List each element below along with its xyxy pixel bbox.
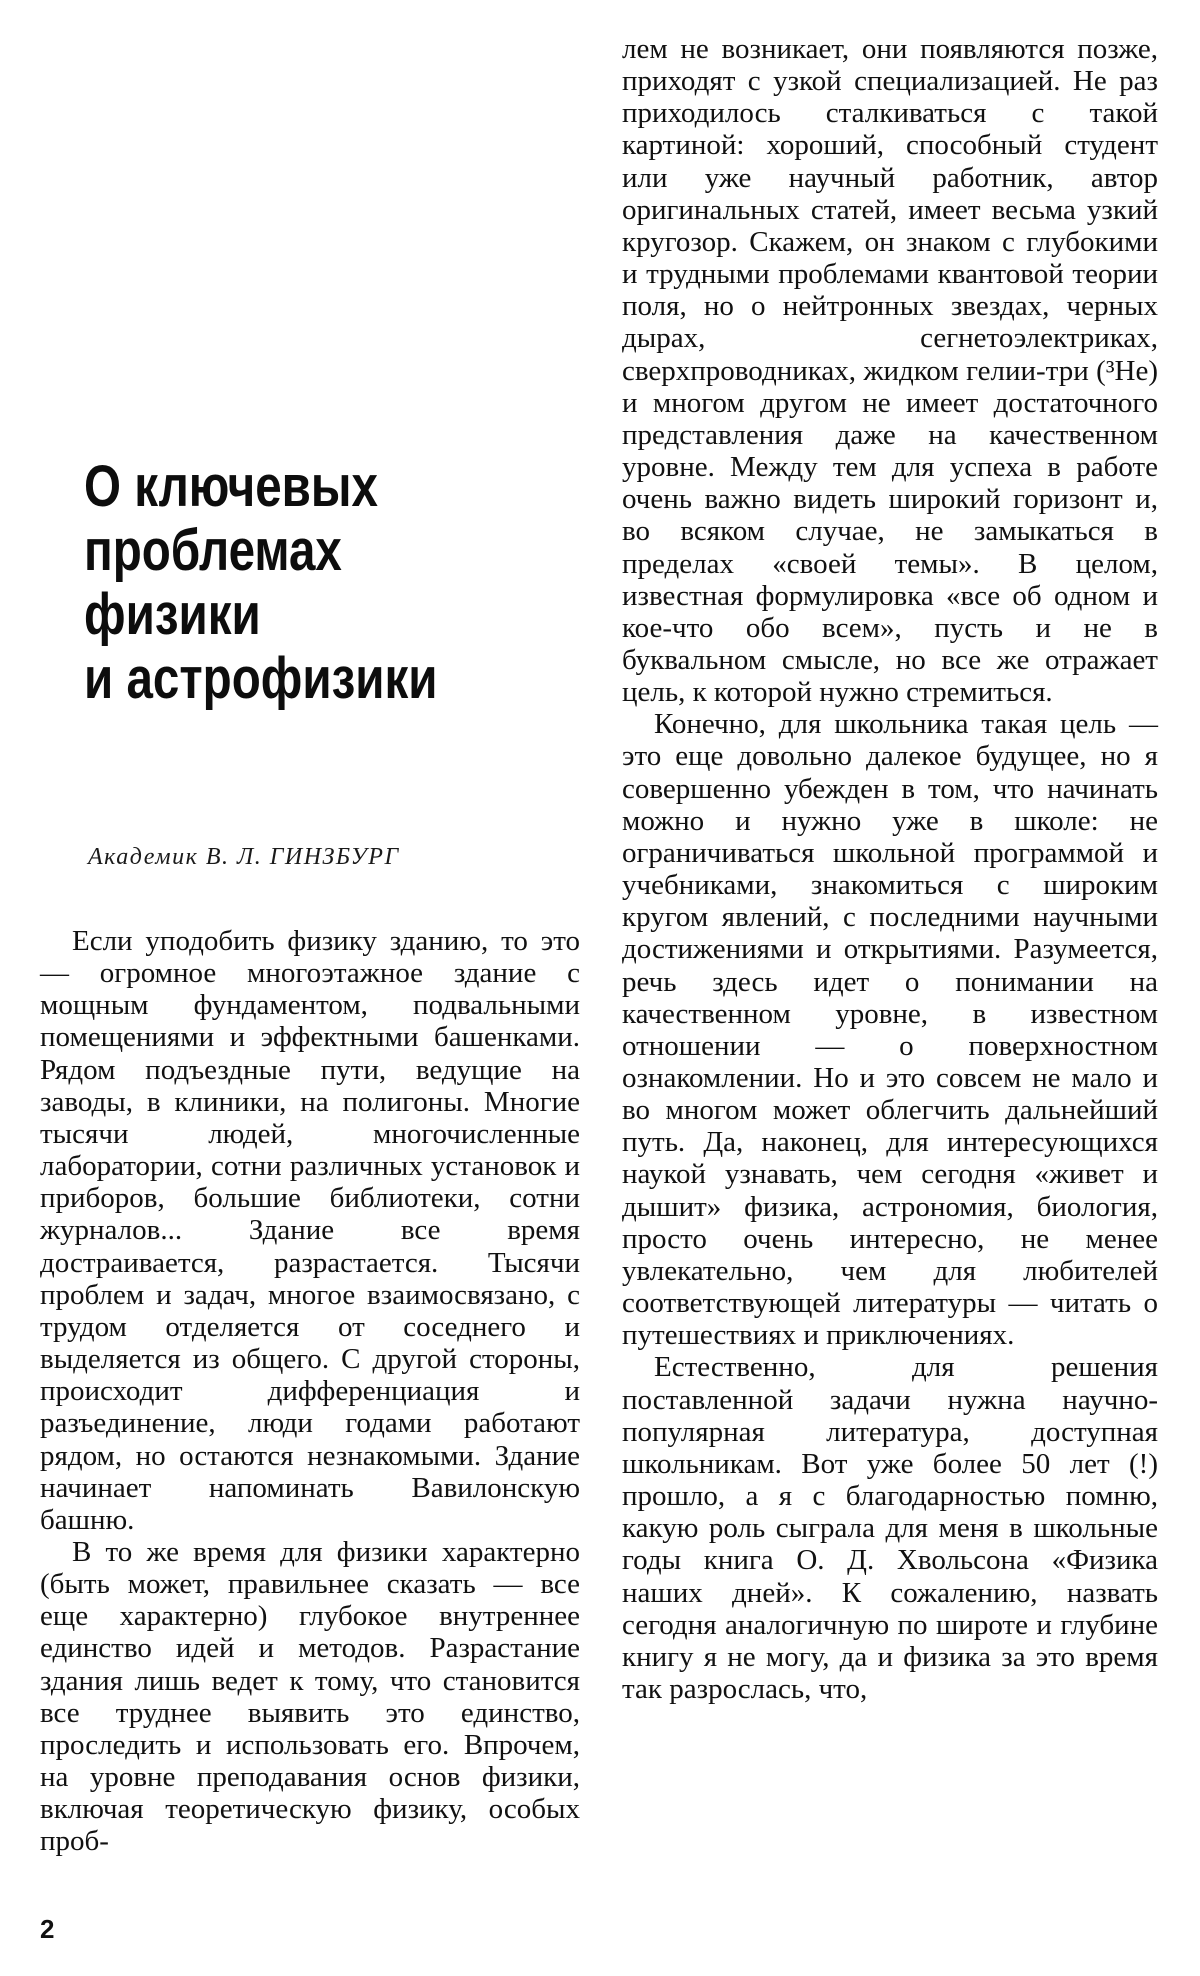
title-line: и астрофизики <box>84 646 438 711</box>
title-line: О ключевых <box>84 454 378 519</box>
right-text-column <box>622 33 1158 1705</box>
paragraph-continuation: лем не возникает, они появляются позже, приходят с узкой специализацией. Не раз приходилось сталкиваться с такой картиной: хороший, способный студент или уже научный работник, автор оригинальных статей, имеет весьма узкий кругозор. Скажем, он знаком с глубокими и трудными проблемами квантовой теории поля, но о нейтронных звездах, черных дырах, сегнетоэлектриках, сверхпроводниках, жидком гелии-три (³He) и многом другом не имеет достаточного представления даже на качественном уровне. Между тем для успеха в работе очень важно видеть широкий горизонт и, во всяком случае, не замыкаться в пределах «своей темы». В целом, известная формулировка «все об одном и кое-что обо всем», пусть и не в буквальном смысле, но все же отражает цель, к которой нужно стремиться. <box>622 33 1158 709</box>
paragraph: Конечно, для школьника такая цель — это еще довольно далекое будущее, но я совершенно убежден в том, что начинать можно и нужно уже в школе: не ограничиваться школьной программой и учебниками, знакомиться с широким кругом явлений, с последними научными достижениями и открытиями. Разумеется, речь здесь идет о понимании на качественном уровне, в известном отношении — о поверхностном ознакомлении. Но и это совсем не мало и во многом может облегчить дальнейший путь. Да, наконец, для интересующихся наукой узнавать, чем сегодня «живет и дышит» физика, астрономия, биология, просто очень интересно, не менее увлекательно, чем для любителей соответствующей литературы — читать о путешествиях и приключениях. <box>622 708 1158 1352</box>
article-title <box>84 455 453 711</box>
title-line: проблемах <box>84 518 342 583</box>
paragraph: Если уподобить физику зданию, то это — огромное многоэтажное здание с мощным фундаментом, подвальными помещениями и эффектными башенками. Рядом подъездные пути, ведущие на заводы, в клиники, на полигоны. Многие тысячи людей, многочисленные лаборатории, сотни различных установок и приборов, большие библиотеки, сотни журналов... Здание все время достраивается, разрастается. Тысячи проблем и задач, многое взаимосвязано, с трудом отделяется от соседнего и выделяется из общего. С другой стороны, происходит дифференциация и разъединение, люди годами работают рядом, но остаются незнакомыми. Здание начинает напоминать Вавилонскую башню. <box>40 925 580 1536</box>
article-author: Академик В. Л. ГИНЗБУРГ <box>88 844 400 870</box>
title-line: физики <box>84 582 261 647</box>
paragraph: Естественно, для решения поставленной задачи нужна научно-популярная литература, доступная школьникам. Вот уже более 50 лет (!) прошло, а я с благодарностью помню, какую роль сыграла для меня в школьные годы книга О. Д. Хвольсона «Физика наших дней». К сожалению, назвать сегодня аналогичную по широте и глубине книгу я не могу, да и физика за это время так разрослась, что, <box>622 1351 1158 1705</box>
page-number: 2 <box>40 1914 55 1944</box>
paragraph: В то же время для физики характерно (быть может, правильнее сказать — все еще характерно) глубокое внутреннее единство идей и методов. Разрастание здания лишь ведет к тому, что становится все труднее выявить это единство, проследить и использовать его. Впрочем, на уровне преподавания основ физики, включая теоретическую физику, особых проб- <box>40 1535 580 1858</box>
left-text-column <box>40 925 580 1858</box>
